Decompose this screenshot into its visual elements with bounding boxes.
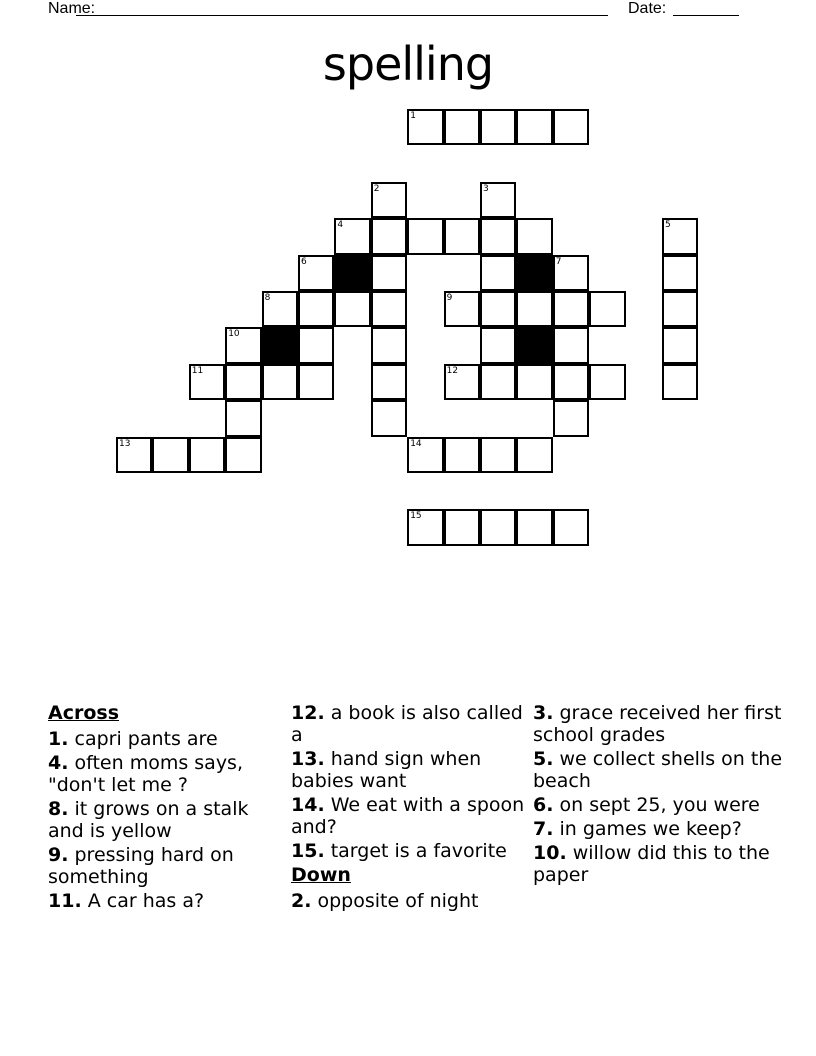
grid-cell[interactable]	[371, 255, 407, 291]
grid-cell[interactable]	[189, 364, 225, 400]
grid-cell[interactable]	[298, 291, 334, 327]
grid-cell[interactable]	[480, 109, 516, 145]
clue-num: 9.	[48, 844, 69, 866]
across-clue	[48, 728, 288, 750]
clue-text: A car has a?	[81, 890, 205, 912]
clue-text: it grows on a stalk and is yellow	[48, 798, 249, 842]
grid-cell[interactable]	[298, 255, 334, 291]
down-clue	[533, 748, 783, 792]
grid-cell[interactable]	[553, 509, 589, 545]
grid-cell[interactable]	[553, 255, 589, 291]
clue-text: often moms says, "don't let me ?	[48, 752, 243, 796]
grid-cell[interactable]	[480, 255, 516, 291]
grid-cell[interactable]	[480, 509, 516, 545]
grid-cell[interactable]	[480, 218, 516, 254]
across-clue	[48, 890, 288, 912]
down-heading: Down	[291, 864, 351, 886]
grid-cell[interactable]	[371, 182, 407, 218]
across-clue	[48, 844, 288, 888]
down-clue	[533, 794, 783, 816]
down-clue	[533, 842, 783, 886]
clue-text: on sept 25, you were	[553, 794, 760, 816]
name-label: Name:	[48, 0, 96, 17]
grid-cell[interactable]	[662, 255, 698, 291]
grid-cell[interactable]	[371, 400, 407, 436]
grid-cell[interactable]	[480, 437, 516, 473]
grid-cell[interactable]	[189, 437, 225, 473]
clue-text: grace received her first school grades	[533, 702, 782, 746]
grid-cell[interactable]	[516, 437, 552, 473]
clue-num: 3.	[533, 702, 554, 724]
grid-cell[interactable]	[444, 218, 480, 254]
clue-num: 2.	[291, 890, 312, 912]
grid-cell[interactable]	[480, 364, 516, 400]
grid-cell[interactable]	[553, 400, 589, 436]
clue-number: 9	[446, 293, 453, 303]
clue-num: 6.	[533, 794, 554, 816]
grid-cell[interactable]	[298, 327, 334, 363]
grid-cell[interactable]	[444, 437, 480, 473]
grid-cell[interactable]	[407, 109, 443, 145]
grid-cell[interactable]	[262, 364, 298, 400]
across-clue	[291, 840, 531, 862]
date-label: Date:	[628, 0, 667, 17]
clue-number: 6	[301, 256, 307, 267]
across-clue	[291, 794, 531, 838]
clue-number: 3	[483, 183, 489, 194]
clue-text: in games we keep?	[553, 818, 742, 840]
clue-num: 11.	[48, 890, 82, 912]
grid-cell[interactable]	[371, 291, 407, 327]
grid-cell[interactable]	[152, 437, 188, 473]
clue-text: pressing hard on something	[48, 844, 234, 888]
clue-number: 5	[665, 220, 671, 231]
grid-cell[interactable]	[480, 291, 516, 327]
grid-cell[interactable]	[407, 218, 443, 254]
across-clue	[48, 752, 288, 796]
grid-cell[interactable]	[516, 109, 552, 145]
clue-number: 15	[410, 511, 422, 522]
grid-cell[interactable]	[516, 218, 552, 254]
grid-cell[interactable]	[553, 364, 589, 400]
clue-text: opposite of night	[311, 890, 479, 912]
grid-cell[interactable]	[371, 218, 407, 254]
grid-block	[516, 255, 552, 291]
grid-cell[interactable]	[298, 364, 334, 400]
across-clue	[291, 702, 531, 746]
grid-block	[516, 327, 552, 363]
grid-cell[interactable]	[480, 327, 516, 363]
grid-cell[interactable]	[516, 364, 552, 400]
clue-text: a book is also called a	[291, 702, 523, 746]
down-clue	[291, 890, 531, 912]
grid-cell[interactable]	[444, 291, 480, 327]
clue-number: 10	[228, 329, 240, 340]
clue-number: 7	[555, 256, 562, 267]
grid-cell[interactable]	[444, 109, 480, 145]
clue-number: 1	[410, 111, 416, 121]
clues-column-3	[533, 702, 783, 888]
clues-column-2	[291, 702, 531, 914]
grid-cell[interactable]	[589, 291, 625, 327]
clue-text: willow did this to the paper	[533, 842, 770, 886]
clue-num: 12.	[291, 702, 325, 724]
clue-num: 1.	[48, 728, 69, 750]
grid-cell[interactable]	[444, 364, 480, 400]
clue-num: 10.	[533, 842, 567, 864]
grid-cell[interactable]	[553, 109, 589, 145]
across-heading: Across	[48, 702, 120, 724]
grid-block	[262, 327, 298, 363]
clue-number: 12	[446, 365, 459, 376]
grid-cell[interactable]	[334, 291, 370, 327]
across-clue	[291, 748, 531, 792]
grid-cell[interactable]	[553, 291, 589, 327]
grid-cell[interactable]	[553, 327, 589, 363]
grid-cell[interactable]	[371, 364, 407, 400]
grid-cell[interactable]	[407, 509, 443, 545]
clue-num: 5.	[533, 748, 554, 770]
grid-cell[interactable]	[225, 400, 261, 436]
clue-number: 8	[264, 293, 271, 303]
grid-cell[interactable]	[662, 364, 698, 400]
clue-number: 2	[373, 183, 380, 194]
clue-num: 14.	[291, 794, 325, 816]
across-clue	[48, 798, 288, 842]
clue-text: We eat with a spoon and?	[291, 794, 525, 838]
grid-cell[interactable]	[225, 437, 261, 473]
grid-cell[interactable]	[516, 291, 552, 327]
clue-number: 11	[191, 365, 204, 376]
grid-cell[interactable]	[407, 437, 443, 473]
clue-text: capri pants are	[68, 728, 218, 750]
clue-num: 15.	[291, 840, 325, 862]
grid-cell[interactable]	[662, 218, 698, 254]
grid-cell[interactable]	[334, 218, 370, 254]
grid-block	[334, 255, 370, 291]
clue-number: 13	[119, 438, 131, 449]
clue-num: 8.	[48, 798, 69, 820]
grid-cell[interactable]	[225, 327, 261, 363]
grid-cell[interactable]	[589, 364, 625, 400]
clue-text: target is a favorite	[324, 840, 507, 862]
clue-number: 4	[337, 220, 344, 231]
grid-cell[interactable]	[516, 509, 552, 545]
down-clue	[533, 702, 783, 746]
clue-text: hand sign when babies want	[291, 748, 482, 792]
grid-cell[interactable]	[116, 437, 152, 473]
clue-number: 14	[410, 438, 422, 449]
clues-column-1	[48, 702, 288, 914]
grid-cell[interactable]	[371, 327, 407, 363]
down-clue	[533, 818, 783, 840]
grid-cell[interactable]	[662, 327, 698, 363]
grid-cell[interactable]	[444, 509, 480, 545]
clue-num: 4.	[48, 752, 69, 774]
grid-cell[interactable]	[262, 291, 298, 327]
clue-num: 7.	[533, 818, 554, 840]
grid-cell[interactable]	[480, 182, 516, 218]
clue-num: 13.	[291, 748, 325, 770]
grid-cell[interactable]	[662, 291, 698, 327]
page-title: spelling	[322, 37, 494, 91]
clue-text: we collect shells on the beach	[533, 748, 783, 792]
grid-cell[interactable]	[225, 364, 261, 400]
